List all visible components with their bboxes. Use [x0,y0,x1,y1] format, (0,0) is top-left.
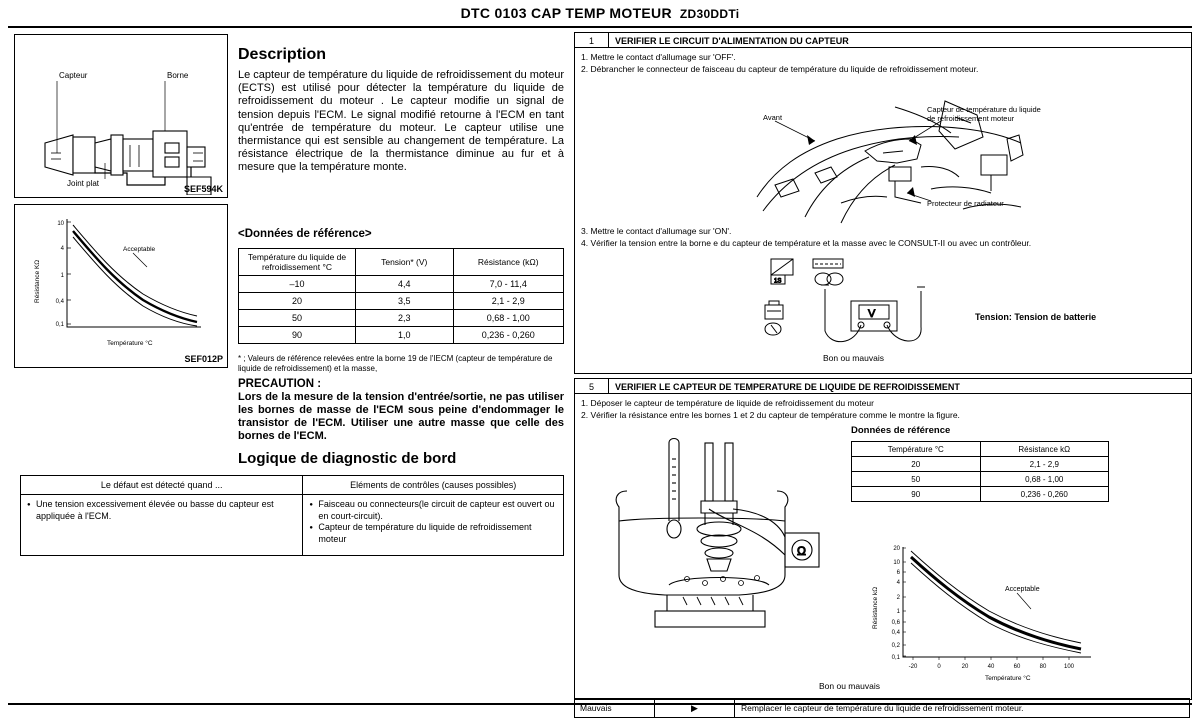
table-row [852,472,1109,487]
cell-res: 0,68 - 1,00 [453,310,564,327]
svg-text:Résistance kΩ: Résistance kΩ [872,586,879,629]
left-column [10,32,570,698]
cell-temp: 20 [852,457,981,472]
step-5-number: 5 [575,379,609,394]
svg-text:-20: -20 [908,664,918,670]
step-1-title: VERIFIER LE CIRCUIT D'ALIMENTATION DU CAPTEUR [615,35,849,46]
table-row [852,487,1109,502]
svg-text:20: 20 [961,664,969,670]
table-header-row [21,476,564,495]
description-heading: Description [238,46,327,63]
list-item: ● Faisceau ou connecteurs(le circuit de capteur est ouvert ou en court-circuit). [309,499,557,522]
step-5-line-1: 1. Déposer le capteur de température de liquide de refroidissement du moteur [581,398,874,408]
cell-temp: 20 [239,293,356,310]
svg-text:0: 0 [937,664,941,670]
label-avant: Avant [763,113,783,122]
list-item: ● Capteur de température du liquide de refroidissement moteur [309,522,557,545]
svg-text:10: 10 [893,560,900,566]
label-borne: Borne [167,71,189,80]
description-body: Le capteur de température du liquide de refroidissement du moteur (ECTS) est utilisé pour détecter la température du liquide de refroidissement du moteur . Le capteur modifie un signal de tension depuis l'ECM. Le signal modifié retourne à l'ECM en tant qu'entrée de température du moteur. Le capteur utilise une thermistance qui est sensible au changement de température. La résistance électrique de la thermistance diminue au fur et à mesure que la température monte. [238,69,564,174]
svg-text:1: 1 [896,609,900,615]
step-5-result-label: Bon ou mauvais [819,681,880,691]
cell-volt: 3,5 [356,293,454,310]
svg-text:4: 4 [896,580,900,586]
description-block [238,46,564,175]
label-sensor-callout: Capteur de température du liquide de refroidissement moteur [927,105,1041,123]
svg-text:0,6: 0,6 [891,620,900,626]
figure-code-graph: SEF012P [184,354,223,364]
diagnostic-logic-table [20,475,564,556]
sensor-illustration [15,35,225,195]
precaution-body: Lors de la mesure de la tension d'entrée/sortie, ne pas utiliser les bornes de masse de l'ECM sous peine d'endommager le transistor de l'ECM. Utiliser une autre masse que celle des bornes de l'ECM. [238,391,564,442]
table-header-row [239,249,564,276]
step-5-table-title: Données de référence [851,425,951,436]
cell-res: 0,236 - 0,260 [980,487,1109,502]
svg-text:10: 10 [57,221,64,227]
cell-volt: 4,4 [356,276,454,293]
table-row [239,310,564,327]
table-row [239,327,564,344]
page-title-text: DTC 0103 CAP TEMP MOTEUR [460,5,672,21]
table-header-row [852,442,1109,457]
reference-data-table [238,248,564,344]
svg-text:0,2: 0,2 [891,643,900,649]
svg-text:0,4: 0,4 [891,630,900,636]
voltage-spec: Tension: Tension de batterie [975,312,1097,322]
svg-text:1: 1 [60,273,64,279]
step-5-reference-table [851,441,1109,502]
reference-footnote: * ; Valeurs de référence relevées entre la borne 19 de l'IECM (capteur de température de liquide de refroidissement) et la masse, [238,354,553,373]
result-verdict: Mauvais [575,699,655,717]
svg-text:V: V [868,308,876,320]
col-temperature: Température °C [852,442,981,457]
cell-fault-condition [21,495,303,556]
water-bath-illustration [609,425,829,640]
reference-data-title: <Données de référence> [238,228,372,240]
col-resistance: Résistance kΩ [980,442,1109,457]
table-row [239,293,564,310]
result-arrow-icon: ▶ [655,699,735,717]
list-item: ● Une tension excessivement élevée ou basse du capteur est appliquée à l'ECM. [27,499,296,522]
svg-text:100: 100 [1063,664,1075,670]
col-voltage: Tension* (V) [356,249,454,276]
svg-text:60: 60 [1013,664,1021,670]
cell-res: 7,0 - 11,4 [453,276,564,293]
svg-text:0,1: 0,1 [55,322,64,328]
svg-text:Acceptable: Acceptable [123,246,156,253]
svg-text:Résistance KΩ: Résistance KΩ [34,259,41,303]
cell-possible-causes [303,495,564,556]
svg-text:0,1: 0,1 [891,655,900,661]
svg-text:Température °C: Température °C [985,675,1031,681]
svg-text:2: 2 [896,595,900,601]
cell-temp: –10 [239,276,356,293]
precaution-heading: PRECAUTION : [238,378,322,390]
label-radiator-protector: Protecteur de radiateur [927,199,1004,208]
top-rule [8,26,1192,28]
precaution-block [238,378,564,443]
cell-res: 0,68 - 1,00 [980,472,1109,487]
svg-text:4: 4 [60,246,64,252]
svg-text:0,4: 0,4 [55,299,64,305]
cell-volt: 1,0 [356,327,454,344]
table-row [239,276,564,293]
cell-temp: 90 [239,327,356,344]
col-temperature: Température du liquide de refroidissement °C [239,249,356,276]
cell-temp: 50 [239,310,356,327]
col-fault-condition: Le défaut est détecté quand ... [21,476,303,495]
measurement-schematic [755,255,1005,350]
step-1-panel [574,32,1192,374]
step-1-line-4: 4. Vérifier la tension entre la borne e du capteur de température et la masse avec le CONSULT-II ou avec un contrôleur. [581,238,1032,248]
svg-text:1S: 1S [774,278,782,285]
label-joint-plat: Joint plat [67,179,100,188]
cell-res: 0,236 - 0,260 [453,327,564,344]
svg-text:Ω: Ω [797,544,806,558]
step-1-line-1: 1. Mettre le contact d'allumage sur 'OFF'. [581,52,736,62]
svg-text:40: 40 [987,664,995,670]
result-action: Remplacer le capteur de température du liquide de refroidissement moteur. [741,703,1024,713]
step-5-header [575,379,1191,394]
step-1-line-2: 2. Débrancher le connecteur de faisceau du capteur de température du liquide de refroidissement moteur. [581,64,979,74]
step-1-header [575,33,1191,48]
resistance-curve-chart [15,205,225,365]
page-title [0,5,1200,21]
diagnostic-logic-heading: Logique de diagnostic de bord [238,450,457,467]
sensor-figure [14,34,228,198]
chart-annotation: Acceptable [1005,586,1040,593]
cell-temp: 90 [852,487,981,502]
step-5-line-2: 2. Vérifier la résistance entre les bornes 1 et 2 du capteur de température comme le montre la figure. [581,410,960,420]
cell-volt: 2,3 [356,310,454,327]
step-5-resistance-chart [855,541,1105,681]
col-resistance: Résistance (kΩ) [453,249,564,276]
step-5-panel [574,378,1192,700]
engine-code: ZD30DDTi [679,7,740,21]
step-1-line-3: 3. Mettre le contact d'allumage sur 'ON'. [581,226,732,236]
label-capteur: Capteur [59,71,88,80]
col-possible-causes: Eléments de contrôles (causes possibles) [303,476,564,495]
step-5-result-row [574,698,1190,718]
cell-res: 2,1 - 2,9 [453,293,564,310]
svg-text:20: 20 [893,546,900,552]
table-row [21,495,564,556]
step-1-result-label: Bon ou mauvais [823,353,884,363]
step-5-title: VERIFIER LE CAPTEUR DE TEMPERATURE DE LIQUIDE DE REFROIDISSEMENT [615,381,960,392]
right-column [574,32,1192,713]
svg-text:Température °C: Température °C [107,340,153,347]
svg-text:80: 80 [1039,664,1047,670]
cell-res: 2,1 - 2,9 [980,457,1109,472]
step-1-number: 1 [575,33,609,48]
figure-code-sensor: SEF594K [183,184,223,194]
resistance-curve-figure [14,204,228,368]
cell-temp: 50 [852,472,981,487]
svg-text:6: 6 [896,570,900,576]
table-row [852,457,1109,472]
